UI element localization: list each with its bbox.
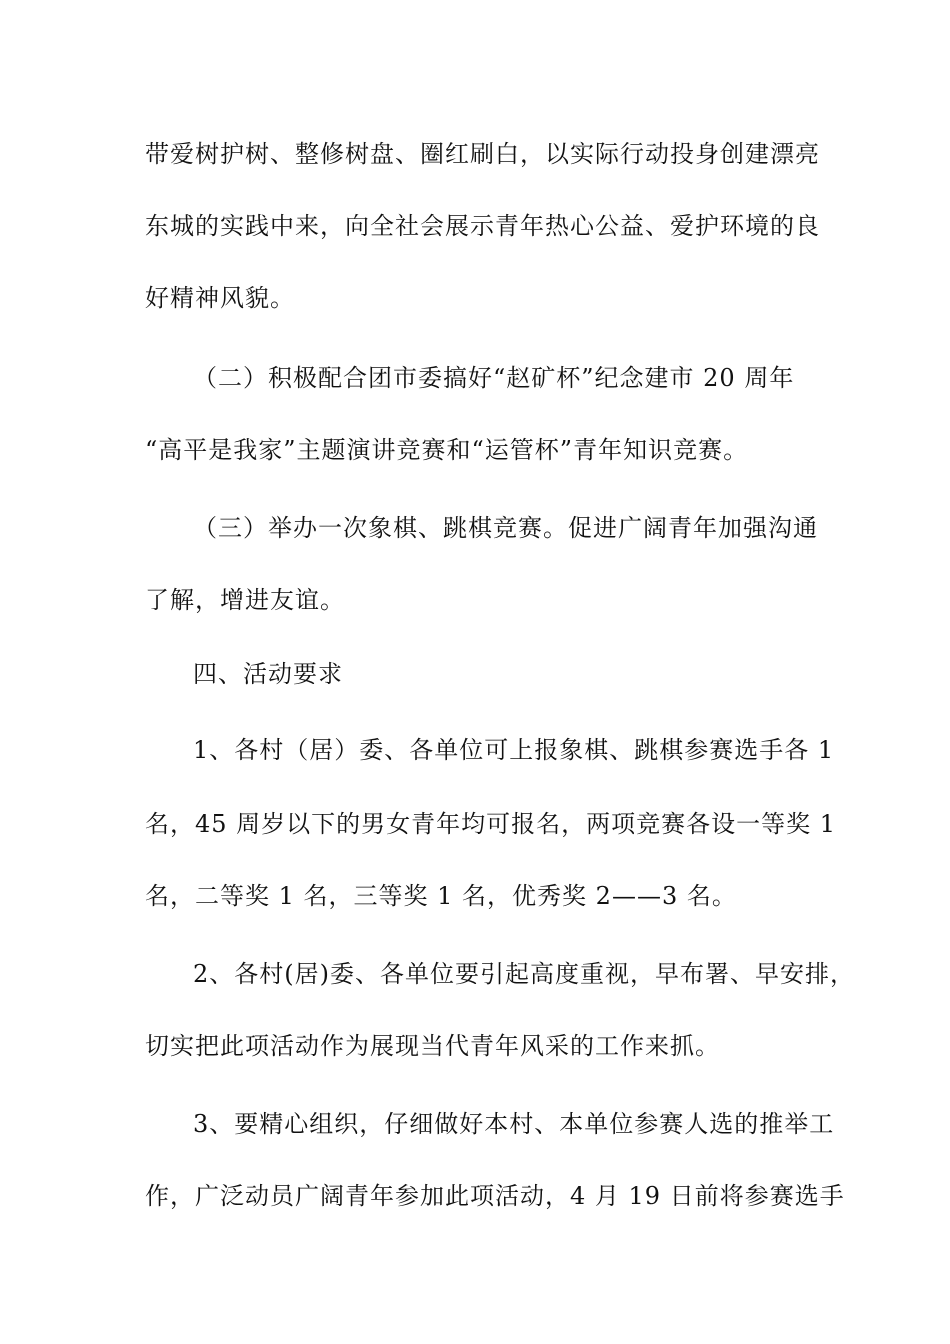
paragraph-line: “高平是我家”主题演讲竞赛和“运管杯”青年知识竞赛。 — [145, 436, 749, 464]
paragraph-line: 好精神风貌。 — [145, 284, 295, 312]
paragraph-line: 了解，增进友谊。 — [145, 586, 345, 614]
paragraph-line: 切实把此项活动作为展现当代青年风采的工作来抓。 — [145, 1032, 720, 1060]
paragraph-line: 带爱树护树、整修树盘、圈红刷白，以实际行动投身创建漂亮 — [145, 140, 820, 168]
paragraph-line: 2、各村(居)委、各单位要引起高度重视，早布署、早安排， — [193, 960, 855, 988]
paragraph-line: 名，二等奖 1 名，三等奖 1 名，优秀奖 2——3 名。 — [145, 882, 737, 910]
paragraph-line: 东城的实践中来，向全社会展示青年热心公益、爱护环境的良 — [145, 212, 820, 240]
paragraph-line: （二）积极配合团市委搞好“赵矿杯”纪念建市 20 周年 — [193, 364, 795, 392]
paragraph-line: 作，广泛动员广阔青年参加此项活动，4 月 19 日前将参赛选手 — [145, 1182, 845, 1210]
paragraph-line: 1、各村（居）委、各单位可上报象棋、跳棋参赛选手各 1 — [193, 736, 835, 764]
paragraph-line: 名，45 周岁以下的男女青年均可报名，两项竞赛各设一等奖 1 — [145, 810, 837, 838]
paragraph-line: 3、要精心组织，仔细做好本村、本单位参赛人选的推举工 — [193, 1110, 835, 1138]
paragraph-line: （三）举办一次象棋、跳棋竞赛。促进广阔青年加强沟通 — [193, 514, 818, 542]
section-heading: 四、活动要求 — [193, 660, 343, 688]
